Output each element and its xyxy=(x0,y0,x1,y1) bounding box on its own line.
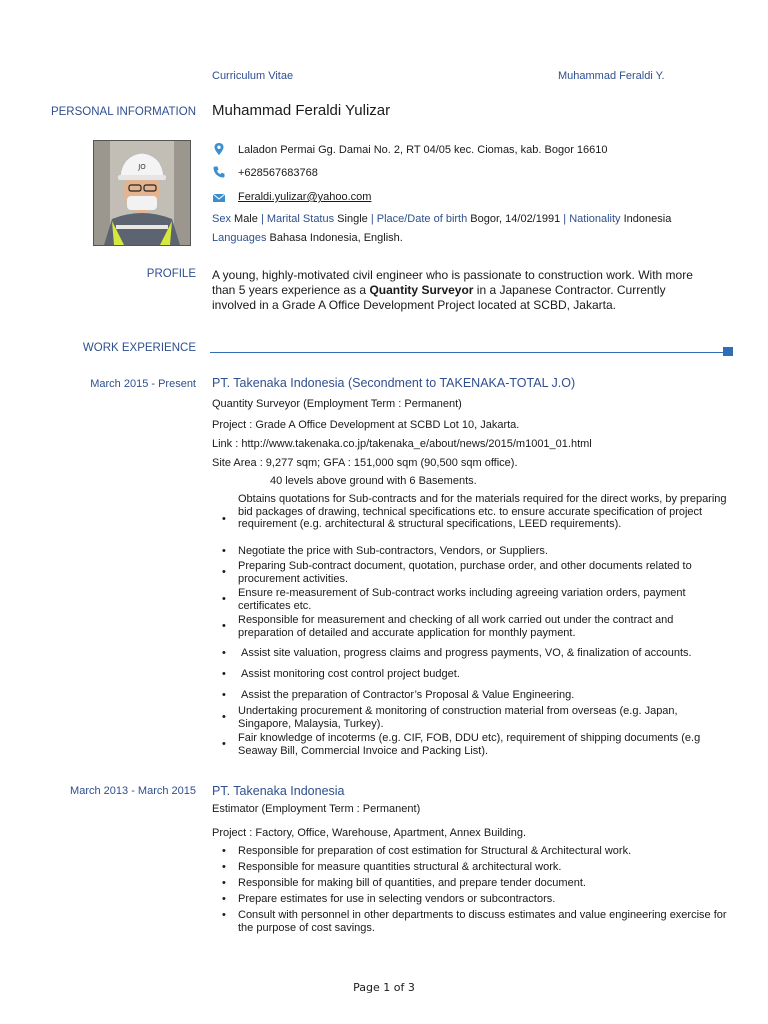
job-duties-list xyxy=(212,845,732,937)
job-period: March 2015 - Present xyxy=(90,378,196,390)
languages-row xyxy=(212,232,403,244)
sex-label: Sex xyxy=(212,213,231,225)
job-levels: 40 levels above ground with 6 Basements. xyxy=(270,475,477,487)
profile-text-bold: Quantity Surveyor xyxy=(369,283,474,297)
personal-details: Sex Male | Marital Status Single | Place/Date of birth Bogor, 14/02/1991 | Nationality Indonesia xyxy=(212,213,672,225)
profile-text-before: A young, highly-motivated civil engineer who is passionate to construction work. With more than 5 years experience as a xyxy=(212,268,693,297)
helmet-badge: JO xyxy=(138,163,146,171)
email-link[interactable]: Feraldi.yulizar@yahoo.com xyxy=(238,191,372,203)
list-item: • Fair knowledge of incoterms (e.g. CIF, FOB, DDU etc), requirement of shipping documents (e.g Seaway Bill, Commercial Invoice and Packing List). xyxy=(222,732,701,757)
job-role: Estimator (Employment Term : Permanent) xyxy=(212,803,421,815)
marital-label: Marital Status xyxy=(266,213,335,225)
list-item: • Responsible for measure quantities structural & architectural work. xyxy=(222,861,562,873)
person-name: Muhammad Feraldi Yulizar xyxy=(212,102,391,119)
section-rule-marker xyxy=(723,347,733,356)
header-name: Muhammad Feraldi Y. xyxy=(558,70,665,82)
mail-icon xyxy=(212,191,226,205)
birth-value: Bogor, 14/02/1991 xyxy=(470,213,561,225)
job-site-area: Site Area : 9,277 sqm; GFA : 151,000 sqm (90,500 sqm office). xyxy=(212,457,518,469)
list-item: • Preparing Sub-contract document, quotation, purchase order, and other documents related to procurement activities. xyxy=(222,560,692,585)
job-duties-list xyxy=(212,493,732,759)
list-item: • Obtains quotations for Sub-contracts and for the materials required for the direct works, by preparing bid packages of drawing, technical specifications etc. to ensure accurate specification of project requirement (e.g. architectural & structural specifications, LEED requirements). xyxy=(222,493,727,531)
address-text: Laladon Permai Gg. Damai No. 2, RT 04/05 kec. Ciomas, kab. Bogor 16610 xyxy=(238,144,608,156)
birth-label: Place/Date of birth xyxy=(376,213,468,225)
list-item: • Negotiate the price with Sub-contractors, Vendors, or Suppliers. xyxy=(222,545,548,557)
list-item: • Assist site valuation, progress claims and progress payments, VO, & finalization of accounts. xyxy=(222,647,692,659)
list-item: • Responsible for measurement and checking of all work carried out under the contract and preparation of detailed and accurate application for monthly payment. xyxy=(222,614,674,639)
profile-text xyxy=(212,268,712,313)
phone-icon xyxy=(212,165,226,179)
job-role: Quantity Surveyor (Employment Term : Permanent) xyxy=(212,398,462,410)
profile-photo xyxy=(93,140,191,246)
job-project: Project : Factory, Office, Warehouse, Apartment, Annex Building. xyxy=(212,827,527,839)
section-label-personal: PERSONAL INFORMATION xyxy=(50,106,196,118)
nationality-label: Nationality xyxy=(569,213,621,225)
sex-value: Male xyxy=(234,213,258,225)
list-item: • Undertaking procurement & monitoring of construction material from overseas (e.g. Japan, Singapore, Malaysia, Turkey). xyxy=(222,705,678,730)
location-pin-icon xyxy=(212,142,226,156)
languages-label: Languages xyxy=(212,232,267,244)
section-label-profile: PROFILE xyxy=(146,268,196,280)
marital-value: Single xyxy=(337,213,368,225)
list-item: • Assist monitoring cost control project budget. xyxy=(222,668,460,680)
list-item: • Assist the preparation of Contractor’s Proposal & Value Engineering. xyxy=(222,689,575,701)
job-project: Project : Grade A Office Development at SCBD Lot 10, Jakarta. xyxy=(212,419,520,431)
job-link: Link : http://www.takenaka.co.jp/takenaka_e/about/news/2015/m1001_01.html xyxy=(212,438,592,450)
job-company: PT. Takenaka Indonesia xyxy=(212,784,345,798)
list-item: • Prepare estimates for use in selecting vendors or subcontractors. xyxy=(222,893,556,905)
list-item: • Responsible for making bill of quantities, and prepare tender document. xyxy=(222,877,586,889)
list-item: • Consult with personnel in other departments to discuss estimates and value engineering exercise for the purpose of cost savings. xyxy=(222,909,727,934)
header-title: Curriculum Vitae xyxy=(212,70,294,82)
languages-value: Bahasa Indonesia, English. xyxy=(269,232,403,244)
job-company: PT. Takenaka Indonesia (Secondment to TAKENAKA-TOTAL J.O) xyxy=(212,376,576,390)
list-item: • Responsible for preparation of cost estimation for Structural & Architectural work. xyxy=(222,845,632,857)
section-label-work: WORK EXPERIENCE xyxy=(82,342,196,354)
profile-text-after: in a Japanese Contractor. Currently involved in a Grade A Office Development Project located at SCBD, Jakarta. xyxy=(212,283,666,312)
page-number: Page 1 of 3 xyxy=(353,981,415,994)
phone-text: +628567683768 xyxy=(238,167,318,179)
section-rule xyxy=(210,352,723,353)
job-period: March 2013 - March 2015 xyxy=(70,785,196,797)
nationality-value: Indonesia xyxy=(623,213,672,225)
list-item: • Ensure re-measurement of Sub-contract works including agreeing variation orders, payment certificates etc. xyxy=(222,587,686,612)
